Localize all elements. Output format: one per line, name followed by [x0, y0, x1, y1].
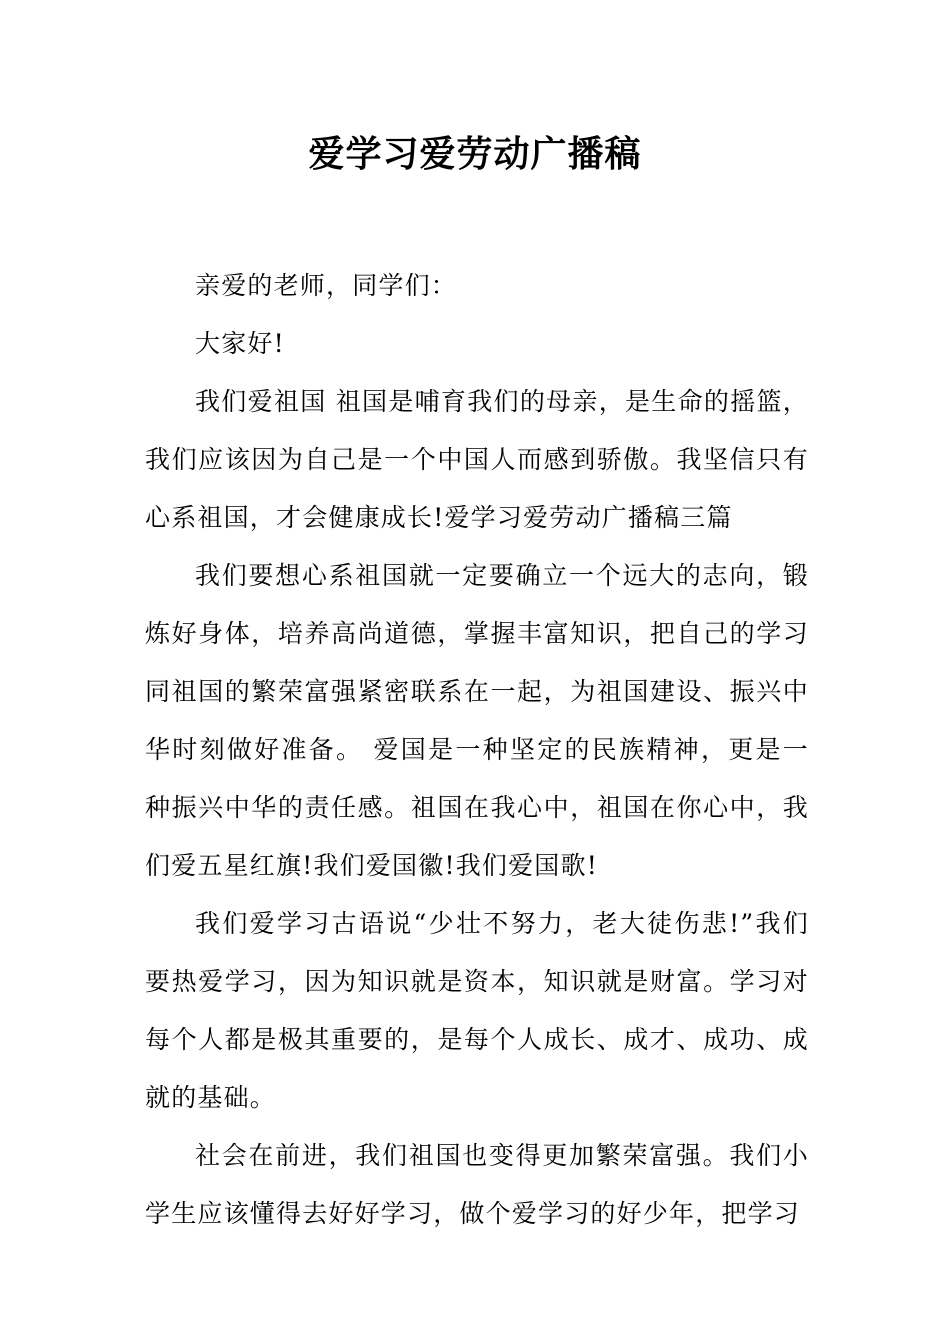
paragraph-love-learning: 我们爱学习古语说“少壮不努力，老大徒伤悲!”我们要热爱学习，因为知识就是资本，知识就是财富。学习对每个人都是极其重要的，是每个人成长、成才、成功、成就的基础。: [145, 909, 809, 1112]
document-body: [145, 257, 809, 1243]
document-title: 爱学习爱劳动广播稿: [308, 133, 642, 175]
paragraph-greeting: 亲爱的老师，同学们：: [195, 271, 458, 300]
paragraph-hello: 大家好!: [195, 329, 285, 358]
paragraph-aspiration: 我们要想心系祖国就一定要确立一个远大的志向，锻炼好身体，培养高尚道德，掌握丰富知识，把自己的学习同祖国的繁荣富强紧密联系在一起，为祖国建设、振兴中华时刻做好准备。 爱国是一种坚定的民族精神，更是一种振兴中华的责任感。祖国在我心中，祖国在你心中，我们爱五星红旗!我们爱国徽!我们爱国歌!: [145, 561, 809, 880]
paragraph-society-progress: 社会在前进，我们祖国也变得更加繁荣富强。我们小学生应该懂得去好好学习，做个爱学习的好少年，把学习: [145, 1141, 809, 1228]
paragraph-love-motherland: 我们爱祖国 祖国是哺育我们的母亲，是生命的摇篮，我们应该因为自己是一个中国人而感到骄傲。我坚信只有心系祖国，才会健康成长!爱学习爱劳动广播稿三篇: [145, 387, 809, 532]
